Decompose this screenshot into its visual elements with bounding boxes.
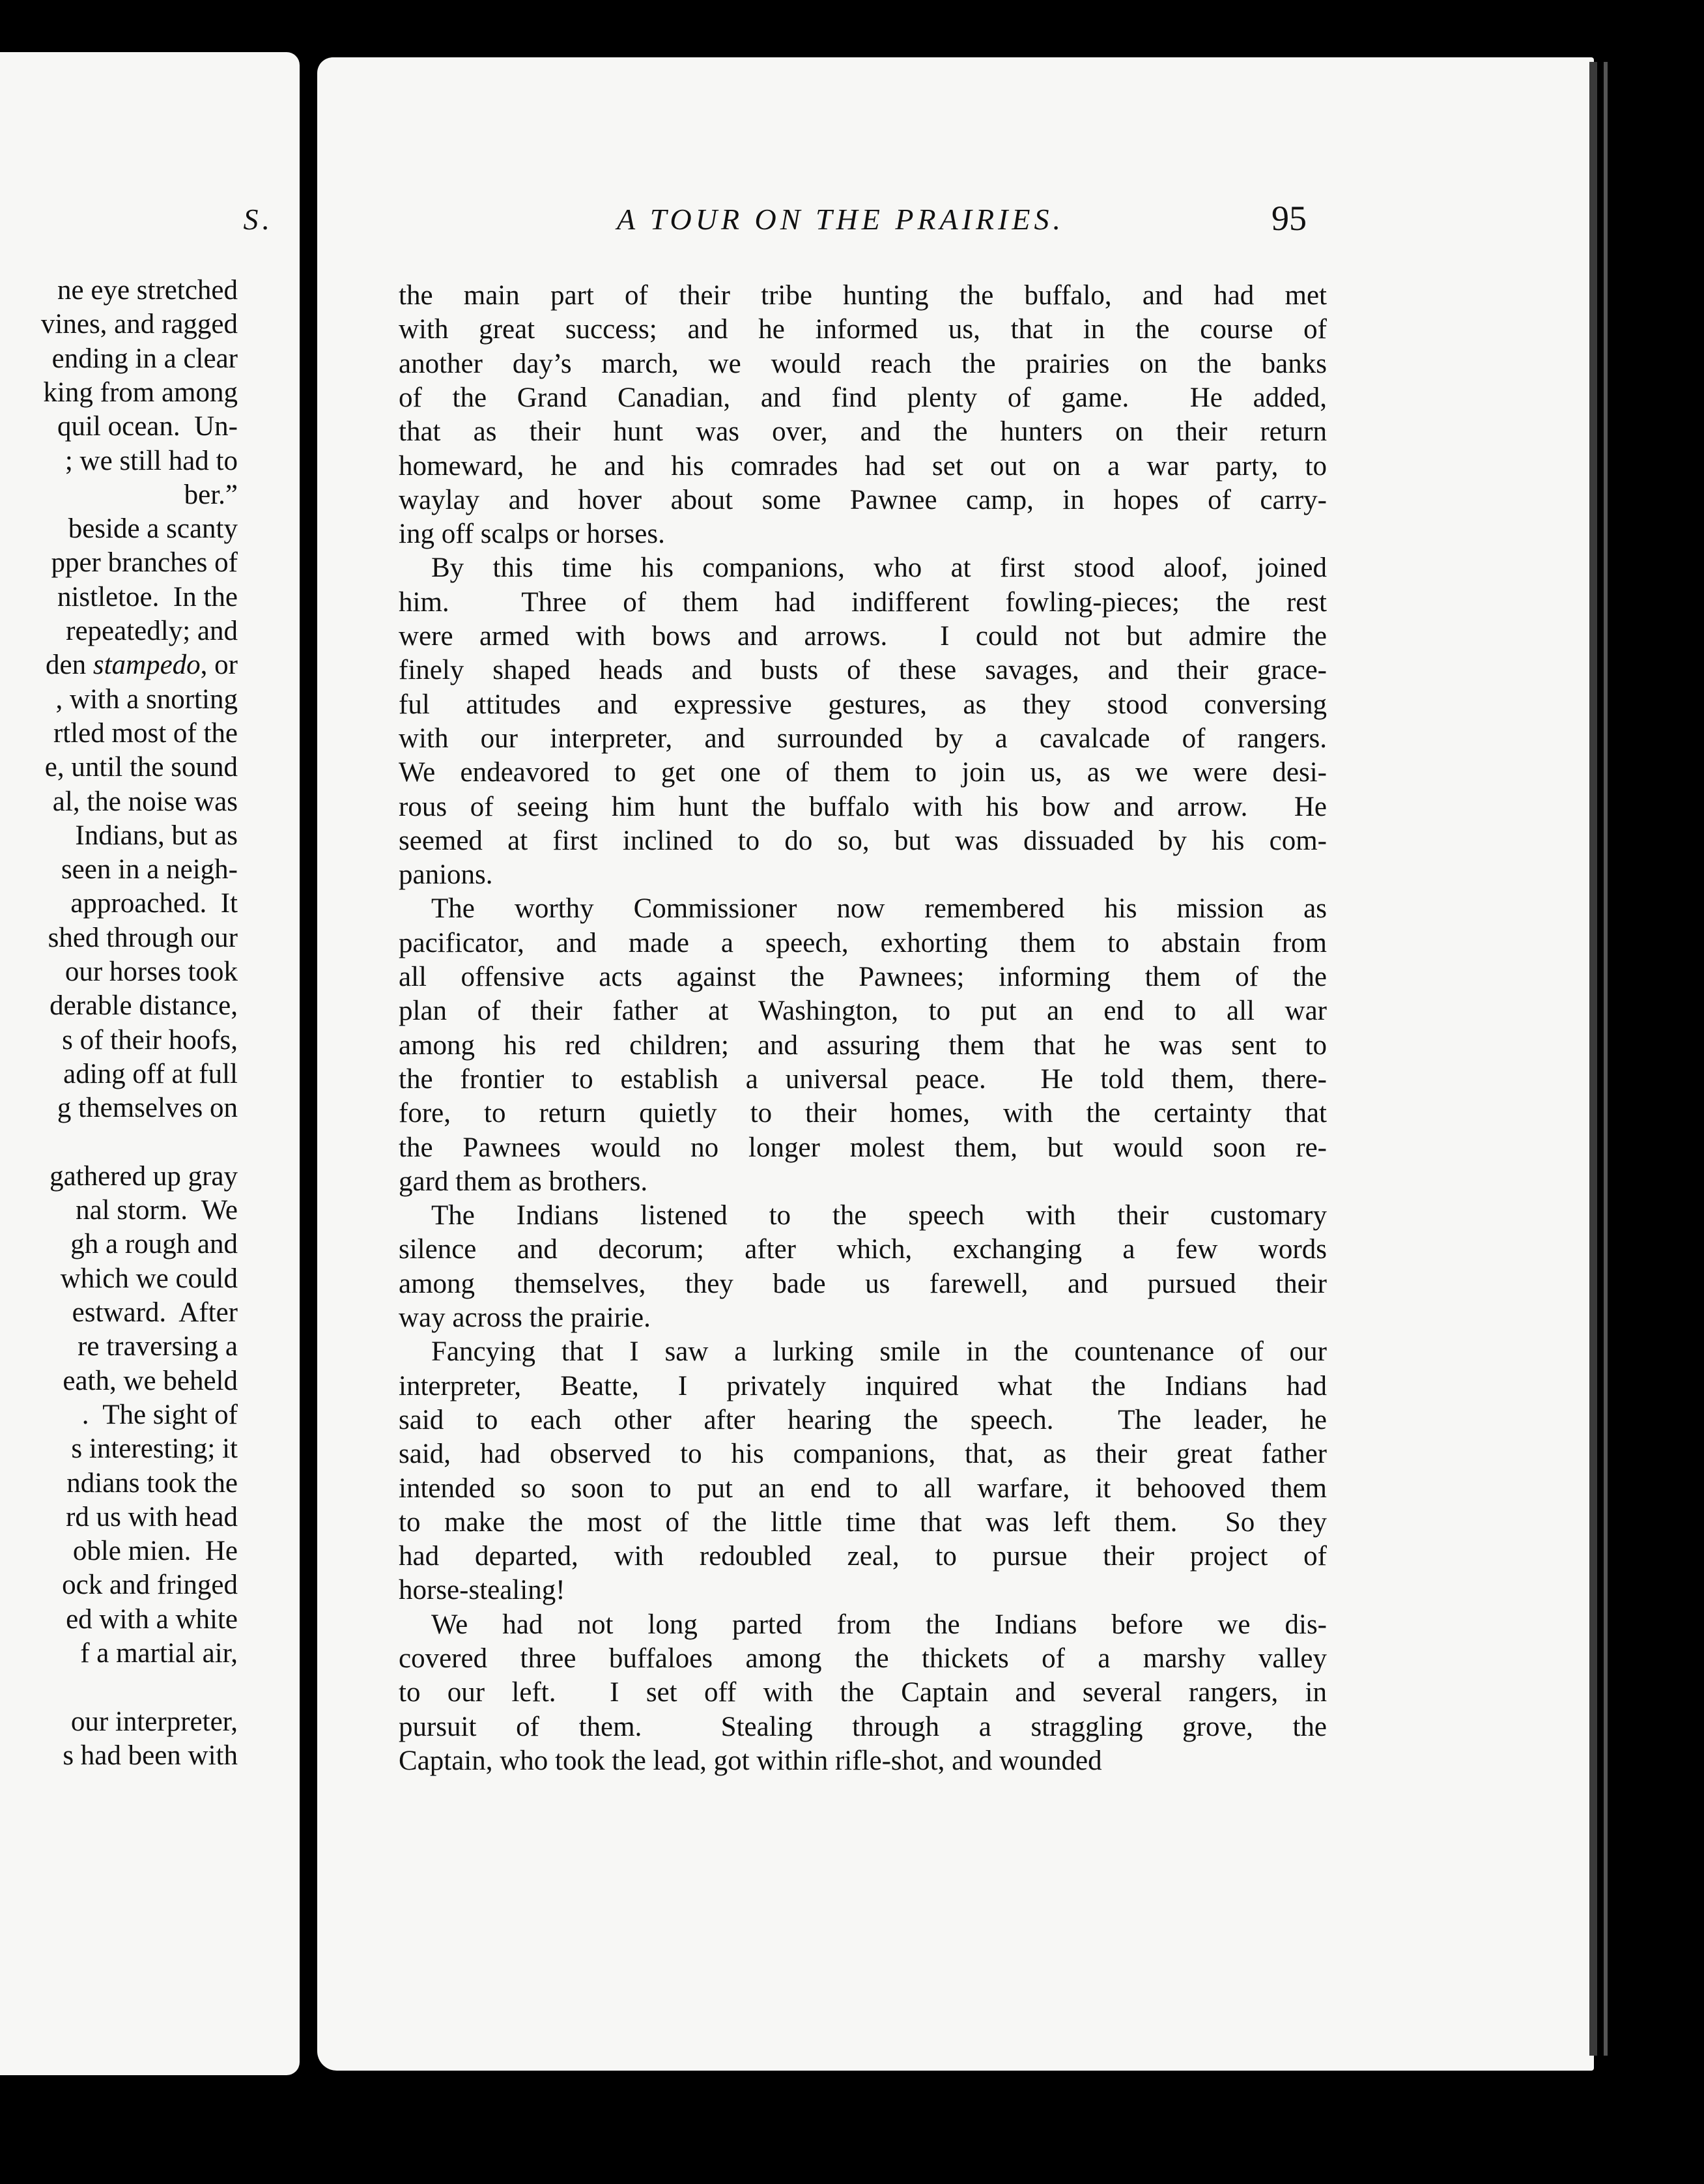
text-line: were armed with bows and arrows. I could not but admire the (399, 621, 1327, 652)
text-line: s of their hoofs, (62, 1024, 238, 1056)
text-line: homeward, he and his comrades had set out on a war party, to (399, 450, 1327, 481)
text-line: s interesting; it (71, 1433, 238, 1465)
text-line: rous of seeing him hunt the buffalo with his bow and arrow. He (399, 791, 1327, 822)
text-line: s had been with (63, 1740, 238, 1771)
text-line: estward. After (72, 1297, 238, 1328)
page-edge-inner (1604, 62, 1608, 2056)
text-line: that as their hunt was over, and the hunters on their return (399, 416, 1327, 448)
text-line: seen in a neigh- (61, 854, 238, 885)
text-line: of the Grand Canadian, and find plenty of game. He added, (399, 382, 1327, 413)
text-line: seemed at first inclined to do so, but was dissuaded by his com- (399, 825, 1327, 856)
text-line: Fancying that I saw a lurking smile in the countenance of our (431, 1336, 1327, 1368)
text-line: another day’s march, we would reach the prairies on the banks (399, 348, 1327, 379)
text-line: Captain, who took the lead, got within rifle-shot, and wounded (399, 1745, 1102, 1776)
text-line: all offensive acts against the Pawnees; informing them of the (399, 962, 1327, 992)
text-line: vines, and ragged (40, 309, 238, 340)
text-line: king from among (43, 377, 238, 408)
text-line: The Indians listened to the speech with their customary (431, 1200, 1327, 1231)
text-line: gathered up gray (50, 1160, 238, 1192)
text-line: e, until the sound (44, 752, 238, 783)
left-running-head: S. (243, 203, 274, 236)
text-line: repeatedly; and (66, 616, 238, 646)
text-line: derable distance, (50, 990, 238, 1022)
text-line: said, had observed to his companions, that, as their great father (399, 1439, 1327, 1470)
text-line: ber.” (184, 479, 238, 510)
text-line: rtled most of the (53, 717, 238, 749)
text-line: ; we still had to (64, 445, 238, 476)
text-line: approached. It (70, 888, 238, 919)
text-line: waylay and hover about some Pawnee camp, in hopes of carry- (399, 484, 1327, 515)
text-line: with our interpreter, and surrounded by a cavalcade of rangers. (399, 723, 1327, 754)
text-line: pursuit of them. Stealing through a straggling grove, the (399, 1711, 1327, 1742)
text-line: . The sight of (81, 1399, 238, 1430)
text-line: our horses took (64, 956, 238, 987)
text-line: quil ocean. Un- (57, 411, 238, 442)
text-line: finely shaped heads and busts of these savages, and their grace- (399, 655, 1327, 686)
text-line: ading off at full (63, 1058, 238, 1089)
text-line: nistletoe. In the (57, 581, 238, 612)
text-line: among his red children; and assuring them that he was sent to (399, 1029, 1327, 1061)
text-line: Indians, but as (75, 820, 238, 851)
text-line: By this time his companions, who at first stood aloof, joined (431, 553, 1327, 584)
text-line: horse-stealing! (399, 1575, 565, 1606)
left-page (0, 52, 300, 2075)
text-line: ing off scalps or horses. (399, 519, 665, 550)
text-line: pacificator, and made a speech, exhorting them to abstain from (399, 927, 1327, 958)
page-number: 95 (1271, 199, 1307, 238)
text-line: ne eye stretched (57, 275, 238, 306)
text-line: ful attitudes and expressive gestures, as they stood conversing (399, 689, 1327, 720)
text-line: al, the noise was (52, 786, 238, 817)
text-line: ock and fringed (62, 1570, 238, 1601)
text-line: intended so soon to put an end to all warfare, it behooved them (399, 1473, 1327, 1504)
text-line: to our left. I set off with the Captain and several rangers, in (399, 1677, 1327, 1708)
text-line: ending in a clear (51, 343, 238, 374)
text-line: , with a snorting (55, 683, 238, 715)
text-line: rd us with head (66, 1501, 238, 1532)
text-line: den stampedo, or (46, 650, 238, 681)
text-line: ed with a white (66, 1603, 238, 1635)
text-line: had departed, with redoubled zeal, to pursue their project of (399, 1541, 1327, 1572)
text-line: re traversing a (78, 1331, 238, 1362)
text-line: beside a scanty (68, 513, 238, 545)
text-line: with great success; and he informed us, that in the course of (399, 314, 1327, 345)
text-line: oble mien. He (72, 1536, 238, 1567)
text-line: eath, we beheld (63, 1365, 238, 1396)
text-line: ndians took the (66, 1467, 238, 1499)
text-line: the frontier to establish a universal peace. He told them, there- (399, 1063, 1327, 1095)
text-line: the Pawnees would no longer molest them, but would soon re- (399, 1132, 1327, 1163)
text-line: gh a rough and (70, 1229, 238, 1260)
text-line: him. Three of them had indifferent fowling-pieces; the rest (399, 586, 1327, 618)
text-line: nal storm. We (76, 1195, 238, 1226)
right-page (317, 57, 1594, 2071)
text-line: The worthy Commissioner now remembered his mission as (431, 893, 1327, 925)
text-line: gard them as brothers. (399, 1166, 648, 1197)
text-line: among themselves, they bade us farewell, and pursued their (399, 1268, 1327, 1299)
text-line: fore, to return quietly to their homes, with the certainty that (399, 1098, 1327, 1129)
text-line: the main part of their tribe hunting the buffalo, and had met (399, 280, 1327, 311)
text-line: way across the prairie. (399, 1302, 651, 1333)
text-line: to make the most of the little time that was left them. So they (399, 1506, 1327, 1538)
text-line: covered three buffaloes among the thickets of a marshy valley (399, 1643, 1327, 1674)
text-line: interpreter, Beatte, I privately inquired what the Indians had (399, 1370, 1327, 1401)
text-line: g themselves on (57, 1093, 238, 1124)
text-line: our interpreter, (70, 1706, 238, 1737)
running-head: A TOUR ON THE PRAIRIES. (617, 203, 1064, 236)
text-line: We endeavored to get one of them to join us, as we were desi- (399, 757, 1327, 788)
text-line: pper branches of (51, 547, 238, 579)
text-line: shed through our (48, 922, 238, 953)
text-line: said to each other after hearing the speech. The leader, he (399, 1404, 1327, 1435)
text-line: silence and decorum; after which, exchanging a few words (399, 1234, 1327, 1265)
text-line: plan of their father at Washington, to put an end to all war (399, 996, 1327, 1027)
text-line: which we could (60, 1263, 238, 1294)
text-line: panions. (399, 859, 493, 891)
text-line: We had not long parted from the Indians before we dis- (431, 1609, 1327, 1640)
text-line: f a martial air, (80, 1638, 238, 1669)
page-edge (1589, 62, 1597, 2056)
